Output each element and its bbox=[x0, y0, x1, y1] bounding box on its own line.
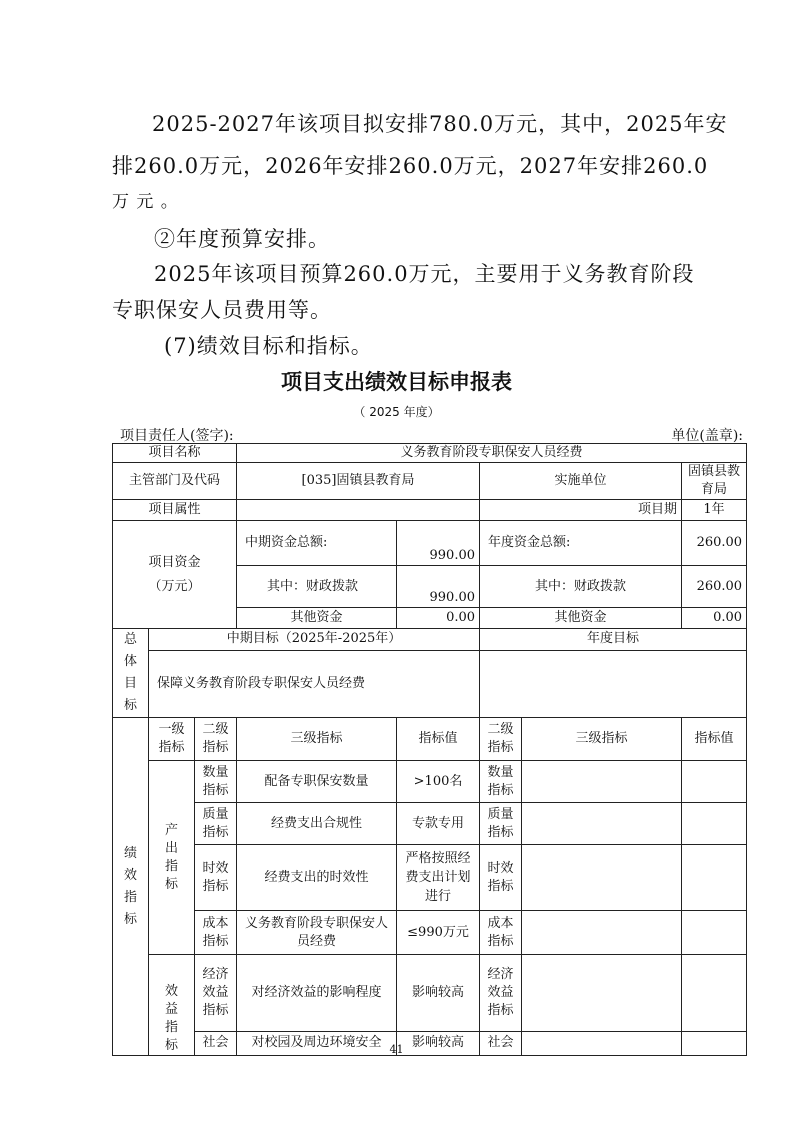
table-row bbox=[113, 761, 747, 803]
cell: 二级指标 bbox=[195, 718, 237, 761]
cell: 义务教育阶段专职保安人员经费 bbox=[237, 911, 397, 955]
cell: 专款专用 bbox=[397, 803, 480, 845]
table-row bbox=[113, 629, 747, 651]
paragraph-line bbox=[112, 258, 695, 288]
cell: 对校园及周边环境安全 bbox=[237, 1031, 397, 1055]
cell: 义务教育阶段专职保安人员经费 bbox=[237, 444, 747, 463]
cell: 保障义务教育阶段专职保安人员经费 bbox=[149, 650, 480, 717]
cell: 中期资金总额: bbox=[237, 521, 397, 566]
table-row bbox=[113, 845, 747, 911]
paragraph-text: ②年度预算安排。 bbox=[154, 227, 330, 251]
cell: 产出指标 bbox=[149, 761, 195, 955]
cell: 其他资金 bbox=[237, 608, 397, 629]
cell: 数量指标 bbox=[480, 761, 522, 803]
performance-table bbox=[112, 443, 747, 1056]
cell: 配备专职保安数量 bbox=[237, 761, 397, 803]
cell: 经费支出的时效性 bbox=[237, 845, 397, 911]
cell bbox=[682, 955, 747, 1032]
paragraph-line: 万 元 。 bbox=[112, 192, 179, 212]
cell: [035]固镇县教育局 bbox=[237, 463, 480, 500]
cell bbox=[522, 761, 682, 803]
cell: 二级指标 bbox=[480, 718, 522, 761]
table-row bbox=[113, 521, 747, 566]
cell: 指标值 bbox=[397, 718, 480, 761]
table-row bbox=[113, 718, 747, 761]
unit-label: 单位(盖章): bbox=[671, 428, 743, 444]
cell: 三级指标 bbox=[522, 718, 682, 761]
cell: 社会 bbox=[480, 1031, 522, 1055]
table-row bbox=[113, 803, 747, 845]
cell: 时效指标 bbox=[195, 845, 237, 911]
cell bbox=[522, 955, 682, 1032]
table-row bbox=[113, 650, 747, 717]
cell: 三级指标 bbox=[237, 718, 397, 761]
cell: 年度目标 bbox=[480, 629, 747, 651]
cell: 990.00 bbox=[397, 566, 480, 608]
cell: 其他资金 bbox=[480, 608, 682, 629]
cell bbox=[113, 521, 237, 629]
cell bbox=[682, 803, 747, 845]
cell: 其中：财政拨款 bbox=[480, 566, 682, 608]
page-number: 41 bbox=[389, 1043, 404, 1056]
cell: 一级指标 bbox=[149, 718, 195, 761]
cell: 项目名称 bbox=[113, 444, 237, 463]
cell: 社会 bbox=[195, 1031, 237, 1055]
cell: 数量指标 bbox=[195, 761, 237, 803]
cell: 质量指标 bbox=[480, 803, 522, 845]
cell: >100名 bbox=[397, 761, 480, 803]
cell: 总体目标 bbox=[113, 629, 149, 718]
cell bbox=[682, 761, 747, 803]
cell: 年度资金总额: bbox=[480, 521, 682, 566]
cell bbox=[682, 845, 747, 911]
cell: 0.00 bbox=[682, 608, 747, 629]
cell: 项目期 bbox=[480, 500, 682, 521]
responsible-label: 项目责任人(签字): bbox=[120, 428, 234, 444]
table-row bbox=[113, 463, 747, 500]
cell: 实施单位 bbox=[480, 463, 682, 500]
cell: 项目属性 bbox=[113, 500, 237, 521]
cell: 成本指标 bbox=[195, 911, 237, 955]
funds-unit: （万元） bbox=[148, 578, 201, 594]
paragraph-line bbox=[112, 108, 728, 138]
paragraph-text: (7)绩效目标和指标。 bbox=[164, 334, 373, 358]
cell: 影响较高 bbox=[397, 955, 480, 1032]
cell: 0.00 bbox=[397, 608, 480, 629]
cell: 1年 bbox=[682, 500, 747, 521]
table-row bbox=[113, 500, 747, 521]
cell: 990.00 bbox=[397, 521, 480, 566]
paragraph-line: 专职保安人员费用等。 bbox=[112, 298, 332, 322]
table-row bbox=[113, 911, 747, 955]
cell: ≤990万元 bbox=[397, 911, 480, 955]
paragraph-text: 2025-2027年该项目拟安排780.0万元，其中，2025年安 bbox=[152, 112, 728, 136]
cell bbox=[522, 911, 682, 955]
cell: 效益指标 bbox=[149, 955, 195, 1056]
paragraph-text: 2025年该项目预算260.0万元，主要用于义务教育阶段 bbox=[154, 262, 695, 286]
cell bbox=[480, 650, 747, 717]
cell bbox=[522, 845, 682, 911]
table-year: （ 2025 年度） bbox=[353, 405, 440, 419]
cell: 严格按照经费支出计划进行 bbox=[397, 845, 480, 911]
cell: 主管部门及代码 bbox=[113, 463, 237, 500]
paragraph-line bbox=[112, 223, 684, 253]
paragraph-line: 排260.0万元，2026年安排260.0万元，2027年安排260.0 bbox=[112, 154, 709, 178]
cell: 经济效益指标 bbox=[480, 955, 522, 1032]
paragraph-line bbox=[112, 330, 684, 360]
cell bbox=[682, 911, 747, 955]
funds-label: 项目资金 bbox=[148, 554, 201, 570]
cell: 其中：财政拨款 bbox=[237, 566, 397, 608]
cell: 成本指标 bbox=[480, 911, 522, 955]
table-row bbox=[113, 955, 747, 1032]
cell: 指标值 bbox=[682, 718, 747, 761]
cell: 260.00 bbox=[682, 566, 747, 608]
cell: 绩效指标 bbox=[113, 718, 149, 1056]
table-title: 项目支出绩效目标申报表 bbox=[281, 370, 512, 394]
cell: 固镇县教育局 bbox=[682, 463, 747, 500]
cell: 对经济效益的影响程度 bbox=[237, 955, 397, 1032]
cell: 质量指标 bbox=[195, 803, 237, 845]
cell: 经济效益指标 bbox=[195, 955, 237, 1032]
cell: 经费支出合规性 bbox=[237, 803, 397, 845]
cell bbox=[237, 500, 480, 521]
cell bbox=[522, 803, 682, 845]
cell: 时效指标 bbox=[480, 845, 522, 911]
cell: 中期目标（2025年-2025年） bbox=[149, 629, 480, 651]
cell: 260.00 bbox=[682, 521, 747, 566]
cell: 影响较高 bbox=[397, 1031, 480, 1055]
table-row bbox=[113, 444, 747, 463]
